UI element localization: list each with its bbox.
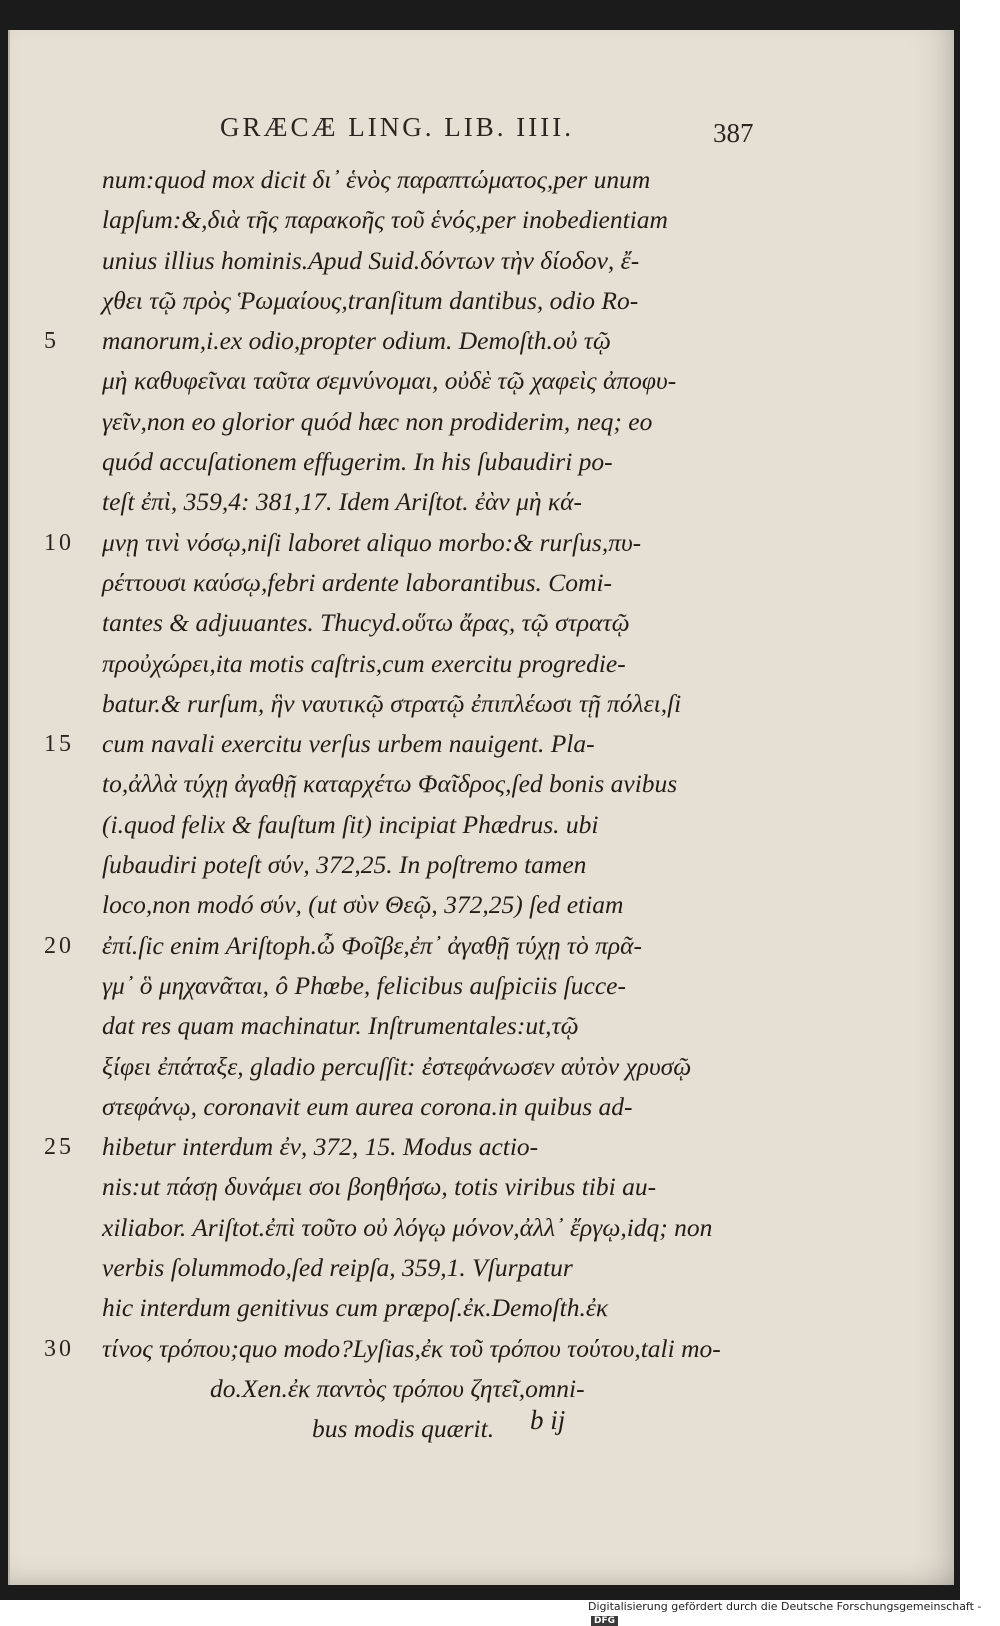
text-line [102, 563, 762, 603]
line-text: dat res quam machinatur. Inſtrumentales:ut,τῷ [102, 1011, 579, 1041]
line-text: batur.& rurſum, ἣν ναυτικῷ στρατῷ ἐπιπλέωσι τῇ πόλει,ſi [102, 688, 682, 718]
dfg-logo: DFG [591, 1616, 618, 1626]
line-text: teſt ἐπὶ, 359,4: 381,17. Idem Ariſtot. ἐὰν μὴ κά- [102, 487, 583, 517]
line-text: στεφάνῳ, coronavit eum aurea corona.in quibus ad- [102, 1091, 633, 1121]
line-text: hic interdum genitivus cum præpoſ.ἐκ.Demoſth.ἐκ [102, 1293, 609, 1323]
line-number: 25 [44, 1134, 74, 1161]
text-line [102, 1167, 762, 1207]
line-text: γεῖν,non eo glorior quód hæc non prodiderim, neq; eo [102, 406, 653, 436]
line-text: to,ἀλλὰ τύχῃ ἀγαθῇ καταρχέτω Φαῖδρος,ſed bonis avibus [102, 769, 678, 799]
credit-text: Digitalisierung gefördert durch die Deutsche Forschungsgemeinschaft - [588, 1600, 982, 1613]
text-line [44, 1329, 762, 1369]
line-number: 20 [44, 932, 74, 959]
line-text: ſubaudiri poteſt σύν, 372,25. In poſtremo tamen [102, 850, 587, 880]
line-text: ξίφει ἐπάταξε, gladio percuſſit: ἐστεφάνωσεν αὐτὸν χρυσῷ [102, 1051, 692, 1081]
text-line [102, 482, 762, 522]
page-number: 387 [713, 118, 754, 148]
text-line [102, 603, 762, 643]
line-text: nis:ut πάσῃ δυνάμει σοι βοηθήσω, totis viribus tibi au- [102, 1172, 657, 1202]
text-line [102, 1248, 762, 1288]
text-line [102, 1369, 762, 1409]
line-text: ἐπί.ſic enim Ariſtoph.ὦ Φοῖβε,ἐπ᾽ ἀγαθῇ τύχῃ τὸ πρᾶ- [102, 930, 643, 960]
line-text: xiliabor. Ariſtot.ἐπὶ τοῦτο οὐ λόγῳ μόνον,ἀλλ᾽ ἔργῳ,idq; non [102, 1212, 713, 1242]
text-line [44, 724, 762, 764]
text-line [102, 644, 762, 684]
line-text: cum navali exercitu verſus urbem nauigent. Pla- [102, 729, 595, 759]
line-text: quód accuſationem effugerim. In his ſubaudiri po- [102, 447, 613, 477]
running-title: GRÆCÆ LING. LIB. IIII. [220, 112, 574, 142]
text-line [44, 926, 762, 966]
line-text: μνῃ τινὶ νόσῳ,niſi laboret aliquo morbo:& rurſus,πυ- [102, 527, 642, 557]
text-line [102, 885, 762, 925]
line-text: num:quod mox dicit δι᾽ ἑνὸς παραπτώματος,per unum [102, 165, 651, 194]
text-line [44, 1127, 762, 1167]
text-line [102, 1208, 762, 1248]
text-line [102, 1087, 762, 1127]
text-line [102, 200, 762, 240]
line-text: ρέττουσι καύσῳ,febri ardente laborantibus. Comi- [102, 567, 613, 597]
body-text [44, 160, 762, 1450]
line-text: bus modis quærit. [312, 1414, 495, 1444]
line-text: γμ᾽ ὃ μηχανᾶται, ô Phœbe, felicibus auſpiciis ſucce- [102, 970, 626, 1000]
line-number: 10 [44, 529, 74, 556]
text-line [102, 361, 762, 401]
line-number: 5 [44, 328, 59, 355]
line-text: do.Xen.ἐκ παντὸς τρόπου ζητεῖ,omni- [210, 1373, 585, 1403]
text-line [102, 966, 762, 1006]
text-line [102, 1288, 762, 1328]
line-text: lapſum:&,διὰ τῆς παρακοῆς τοῦ ἑνός,per inobedientiam [102, 205, 668, 235]
line-number: 30 [44, 1335, 74, 1362]
text-line [102, 764, 762, 804]
line-text: χθει τῷ πρὸς Ῥωμαίους,tranſitum dantibus, odio Ro- [102, 285, 639, 315]
text-line [102, 805, 762, 845]
text-line [102, 241, 762, 281]
line-text: προὐχώρει,ita motis caſtris,cum exercitu progredie- [102, 648, 626, 678]
text-line [102, 1047, 762, 1087]
line-text: tantes & adjuuantes. Thucyd.οὕτω ἄρας, τῷ στρατῷ [102, 608, 630, 638]
line-text: loco,non modó σύν, (ut σὺν Θεῷ, 372,25) ſed etiam [102, 890, 624, 920]
text-line [44, 523, 762, 563]
line-text: manorum,i.ex odio,propter odium. Demoſth.οὐ τῷ [102, 326, 611, 356]
line-text: (i.quod felix & fauſtum ſit) incipiat Phædrus. ubi [102, 809, 599, 839]
text-line [44, 321, 762, 361]
line-text: verbis ſolummodo,ſed reipſa, 359,1. Vſurpatur [102, 1253, 573, 1283]
digitization-credit [588, 1600, 1000, 1626]
line-text: τίνος τρόπου;quo modo?Lyſias,ἐκ τοῦ τρόπου τούτου,tali mo- [102, 1333, 721, 1363]
text-line [102, 845, 762, 885]
text-line [102, 442, 762, 482]
line-number: 15 [44, 731, 74, 758]
text-line [102, 402, 762, 442]
line-text: μὴ καθυφεῖναι ταῦτα σεμνύνομαι, οὐδὲ τῷ χαφεὶς ἀποφυ- [102, 366, 677, 396]
line-text: unius illius hominis.Apud Suid.δόντων τὴν δίοδον, ἔ- [102, 245, 640, 275]
text-line [102, 281, 762, 321]
text-line [102, 684, 762, 724]
text-line [102, 160, 762, 200]
line-text: hibetur interdum ἐν, 372, 15. Modus actio- [102, 1132, 539, 1162]
signature-mark: b ij [530, 1405, 566, 1435]
text-line [102, 1409, 762, 1449]
text-line [102, 1006, 762, 1046]
